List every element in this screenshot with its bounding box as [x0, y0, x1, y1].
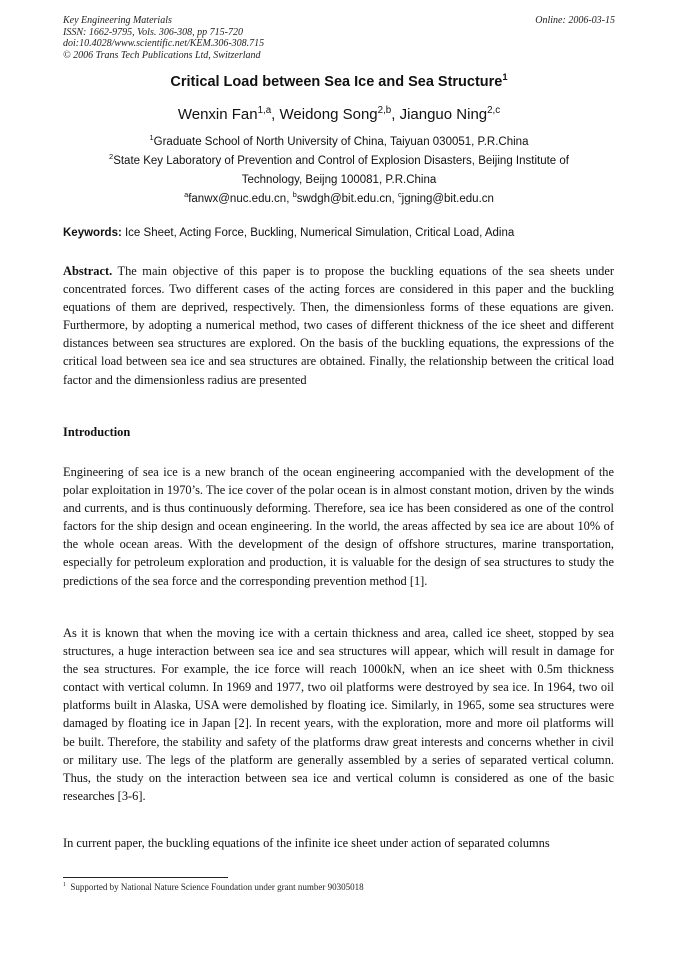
email-mark: c: [397, 190, 402, 200]
affiliation-text: State Key Laboratory of Prevention and Control of Explosion Disasters, Beijing Institute of: [113, 155, 569, 167]
email-address: swdgh@bit.edu.cn: [296, 193, 392, 205]
email-address: jgning@bit.edu.cn: [401, 193, 494, 205]
section-heading-introduction: Introduction: [63, 425, 131, 439]
footnote: [63, 882, 364, 892]
author-separator: ,: [271, 106, 280, 123]
author-affiliation-mark: 2,b: [377, 105, 392, 116]
email-mark: a: [184, 190, 189, 200]
abstract-text: The main objective of this paper is to propose the buckling equations of the sea sheets under concentrated forces. Two different cases of the acting forces are considered in this paper and the buckling equations of them are deprived, respectively. Then, the dimensionless forms of these equations are given. Furthermore, by adopting a numerical method, two cases of different thickness of the ice sheet and different distances between sea structures are explored. On the basis of the buckling equations, the expressions of the critical load between sea ice and sea structures are obtained. Finally, the relationship between the critical load factor and the dimensionless radius are presented: [63, 264, 614, 387]
author-affiliation-mark: 1,a: [257, 105, 272, 116]
author-separator: ,: [391, 106, 400, 123]
author-name: Wenxin Fan: [177, 106, 258, 123]
affiliation-text: Graduate School of North University of China, Taiyuan 030051, P.R.China: [153, 136, 529, 148]
footnote-divider: [63, 877, 228, 878]
footnote-mark: 1: [63, 882, 66, 888]
affiliation-mark: 2: [109, 152, 114, 162]
affiliation-mark: 1: [149, 133, 154, 143]
author-list: [0, 106, 678, 123]
author-name: Jianguo Ning: [399, 106, 488, 123]
title-footnote-mark: 1: [502, 71, 508, 83]
journal-name: Key Engineering Materials: [63, 15, 172, 26]
email-mark: b: [292, 190, 297, 200]
intro-paragraph-2: As it is known that when the moving ice with a certain thickness and area, called ice sheet, stopped by sea structures, a huge interaction between sea ice and sea structures will appear, which will result in damage for the sea structures. For example, the ice force will reach 1000kN, when an ice sheet with 0.5m thickness contact with vertical column. In 1969 and 1977, two oil platforms were destroyed by sea ice. In 1964, two oil platforms built in Alaska, USA were demolished by floating ice. Similarly, in 1965, some sea structures were damaged by floating ice in Japan [2]. In recent years, with the exploration, more and more oil platforms will be built. Therefore, the stability and safety of the platforms draw great interests and concerns whether in civil or military use. The legs of the platform are generally assembled by a series of separated vertical column. Thus, the study on the interaction between sea ice and vertical column is considered as one of the basic researches [3-6].: [63, 626, 614, 803]
affiliation-2-continued: Technology, Beijng 100081, P.R.China: [241, 174, 437, 186]
affiliation-2: [70, 152, 608, 171]
abstract-label: Abstract.: [63, 264, 113, 278]
affiliation-1: [70, 133, 608, 152]
email-separator: ,: [286, 193, 293, 205]
keywords-label: Keywords:: [63, 227, 122, 239]
journal-header: [63, 15, 264, 61]
intro-paragraph-1: Engineering of sea ice is a new branch of the ocean engineering accompanied with the development of the polar exploitation in 1970’s. The ice cover of the polar ocean is in almost constant motion, driven by the winds and currents, and is thus continuously deforming. Therefore, sea ice has been considered as one of the control factors for the ship design and ocean engineering. In the world, the areas affected by sea ice are about 10% of the whole ocean areas. With the development of the design of offshore structures, marine transportation, especially for petroleum exploration and production, it is valuable for the design of sea structures to study the predictions of the sea force and the corresponding prevention method [1].: [63, 465, 614, 588]
paper-title-text: Critical Load between Sea Ice and Sea Structure: [170, 74, 503, 90]
paper-title: [0, 71, 678, 90]
footnote-text: Supported by National Nature Science Foundation under grant number 90305018: [70, 882, 364, 892]
journal-issn: ISSN: 1662-9795, Vols. 306-308, pp 715-720: [63, 26, 243, 38]
author-affiliation-mark: 2,c: [487, 105, 501, 116]
keywords-text: Ice Sheet, Acting Force, Buckling, Numerical Simulation, Critical Load, Adina: [121, 227, 515, 239]
online-date: Online: 2006-03-15: [535, 15, 615, 26]
journal-copyright: © 2006 Trans Tech Publications Ltd, Switzerland: [63, 49, 261, 61]
email-separator: ,: [391, 193, 398, 205]
author-emails: [70, 190, 608, 209]
email-address: fanwx@nuc.edu.cn: [188, 193, 287, 205]
keywords: [63, 227, 623, 239]
abstract: [63, 262, 614, 389]
author-name: Weidong Song: [279, 106, 378, 123]
journal-doi: doi:10.4028/www.scientific.net/KEM.306-308.715: [63, 38, 265, 49]
intro-paragraph-3: In current paper, the buckling equations of the infinite ice sheet under action of separated columns: [63, 836, 550, 850]
